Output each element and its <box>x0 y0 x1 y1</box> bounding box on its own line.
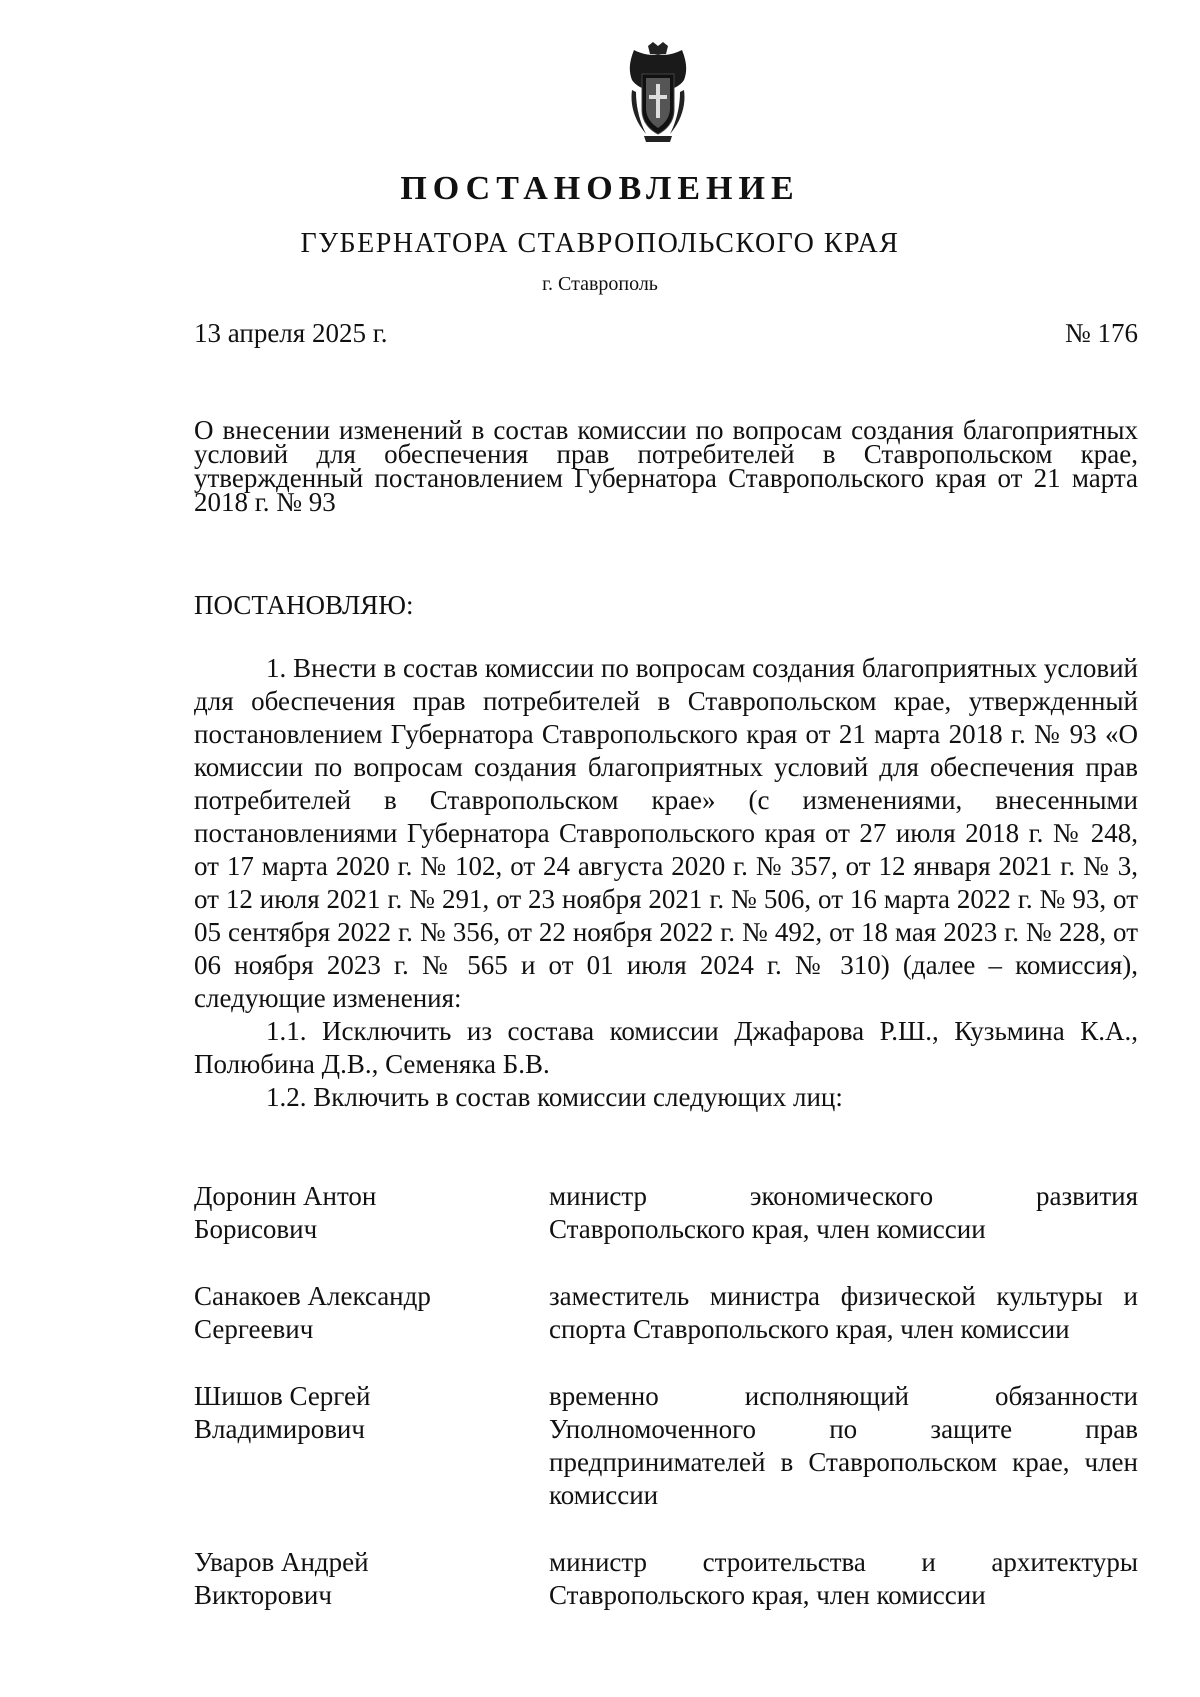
paragraph-1-1: 1.1. Исключить из состава комиссии Джафарова Р.Ш., Кузьмина К.А., Полюбина Д.В., Семеняка Б.В. <box>194 1016 1138 1079</box>
member-position: заместитель министра физической культуры и спорта Ставропольского края, член комиссии <box>549 1281 1138 1344</box>
member-list <box>194 1180 1138 1646</box>
member-row <box>194 1180 1138 1246</box>
decree-word: ПОСТАНОВЛЯЮ: <box>194 590 414 620</box>
document-title: ПОСТАНОВЛЕНИЕ <box>400 170 800 207</box>
paragraph-1-2: 1.2. Включить в состав комиссии следующих лиц: <box>266 1082 843 1112</box>
paragraph-1: 1. Внести в состав комиссии по вопросам создания благоприятных условий для обеспечения прав потребителей в Ставропольском крае, утвержденный постановлением Губернатора Ставропольского края от 21 марта 2018 г. № 93 «О комиссии по вопросам создания благоприятных условий для обеспечения прав потребителей в Ставропольском крае» (с изменениями, внесенными постановлениями Губернатора Ставропольского края от 27 июля 2018 г. № 248, от 17 марта 2020 г. № 102, от 24 августа 2020 г. № 357, от 12 января 2021 г. № 3, от 12 июля 2021 г. № 291, от 23 ноября 2021 г. № 506, от 16 марта 2022 г. № 93, от 05 сентября 2022 г. № 356, от 22 ноября 2022 г. № 492, от 18 мая 2023 г. № 228, от 06 ноября 2023 г. № 565 и от 01 июля 2024 г. № 310) (далее – комиссия), следующие изменения: <box>194 653 1138 1013</box>
document-heading: О внесении изменений в состав комиссии по вопросам создания благоприятных условий для обеспечения прав потребителей в Ставропольском крае, утвержденный постановлением Губернатора Ставропольского края от 21 марта 2018 г. № 93 <box>194 415 1138 517</box>
member-name: Уваров Андрей Викторович <box>194 1547 369 1610</box>
member-position: министр экономического развития Ставропольского края, член комиссии <box>549 1181 1138 1244</box>
member-position: временно исполняющий обязанности Уполномоченного по защите прав предпринимателей в Ставропольском крае, член комиссии <box>549 1381 1138 1510</box>
document-city: г. Ставрополь <box>542 273 658 295</box>
member-row <box>194 1546 1138 1612</box>
member-row <box>194 1380 1138 1512</box>
member-name: Доронин Антон Борисович <box>194 1181 377 1244</box>
member-name: Санакоев Александр Сергеевич <box>194 1281 431 1344</box>
member-row <box>194 1280 1138 1346</box>
member-name: Шишов Сергей Владимирович <box>194 1381 371 1444</box>
member-position: министр строительства и архитектуры Ставропольского края, член комиссии <box>549 1547 1138 1610</box>
coat-of-arms-icon <box>620 40 696 144</box>
document-date: 13 апреля 2025 г. <box>194 318 388 348</box>
document-number: № 176 <box>1064 318 1138 348</box>
document-body <box>194 652 1138 1114</box>
document-subtitle: ГУБЕРНАТОРА СТАВРОПОЛЬСКОГО КРАЯ <box>300 228 900 259</box>
date-number-line <box>194 318 1138 349</box>
